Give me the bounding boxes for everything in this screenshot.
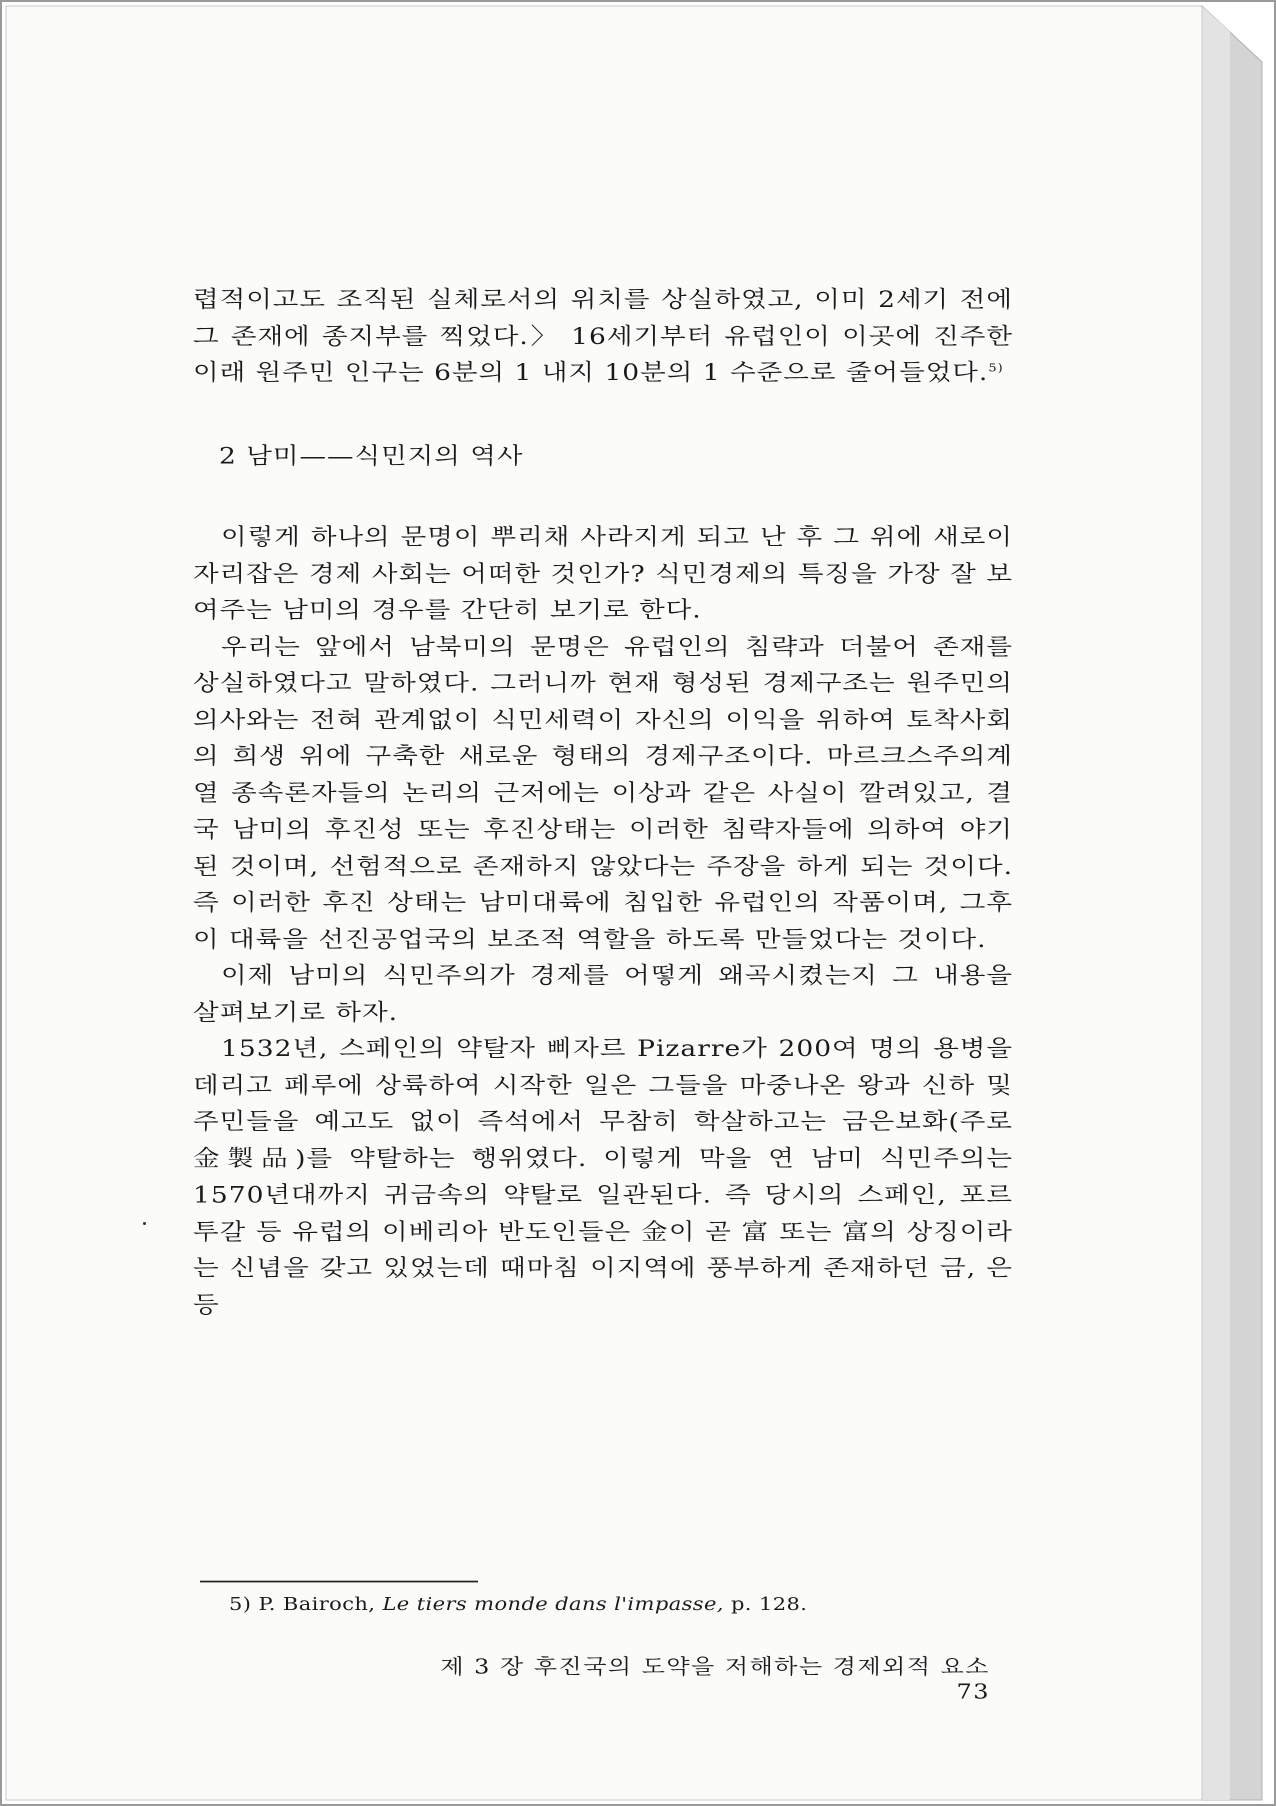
footnote-author: P. Bairoch,: [258, 1593, 376, 1615]
footnote-page: p. 128.: [730, 1593, 808, 1615]
footnote-ref: 5): [988, 362, 1004, 376]
footnote-title: Le tiers monde dans l'impasse,: [382, 1593, 724, 1615]
footnote: [229, 1594, 807, 1615]
paragraph-5: 1532년, 스페인의 약탈자 삐자르 Pizarre가 200여 명의 용병을 데리고 페루에 상륙하여 시작한 일은 그들을 마중나온 왕과 신하 및 주민들을 예고도 없이 즉석에서 무참히 학살하고는 금은보화(주로 金製品)를 약탈하는 행위였다. 이렇게 막을 연 남미 식민주의는 1570년대까지 귀금속의 약탈로 일관된다. 즉 당시의 스페인, 포르투갈 등 유럽의 이베리아 반도인들은 金이 곧 富 또는 富의 상징이라는 신념을 갖고 있었는데 때마침 이지역에 풍부하게 존재하던 금, 은 등: [193, 1035, 1013, 1318]
paragraph-1-text: 렵적이고도 조직된 실체로서의 위치를 상실하였고, 이미 2세기 전에 그 존재에 종지부를 찍었다.〉 16세기부터 유럽인이 이곳에 진주한 이래 원주민 인구는 6분의 1 내지 10분의 1 수준으로 줄어들었다.: [193, 286, 1013, 387]
chapter-title: 제 3 장 후진국의 도약을 저해하는 경제외적 요소: [440, 1654, 990, 1679]
footnote-divider: [200, 1581, 478, 1583]
paragraph-3: 우리는 앞에서 남북미의 문명은 유럽인의 침략과 더불어 존재를 상실하였다고 말하였다. 그러니까 현재 형성된 경제구조는 원주민의 의사와는 전혀 관계없이 식민세력이 자신의 이익을 위하여 토착사회의 희생 위에 구축한 새로운 형태의 경제구조이다. 마르크스주의계열 종속론자들의 논리의 근저에는 이상과 같은 사실이 깔려있고, 결국 남미의 후진성 또는 후진상태는 이러한 침략자들에 의하여 야기된 것이며, 선험적으로 존재하지 않았다는 주장을 하게 되는 것이다. 즉 이러한 후진 상태는 남미대륙에 침입한 유럽인의 작품이며, 그후 이 대륙을 선진공업국의 보조적 역할을 하도록 만들었다는 것이다.: [193, 633, 1013, 953]
footnote-marker: 5): [229, 1593, 252, 1615]
section-heading: 2 남미——식민지의 역사: [219, 442, 524, 470]
running-footer: [390, 1649, 990, 1703]
page-number: 73: [956, 1679, 990, 1704]
paragraph-4: 이제 남미의 식민주의가 경제를 어떻게 왜곡시켰는지 그 내용을 살펴보기로 하자.: [193, 962, 1013, 1026]
paragraph-2: 이렇게 하나의 문명이 뿌리채 사라지게 되고 난 후 그 위에 새로이 자리잡은 경제 사회는 어떠한 것인가? 식민경제의 특징을 가장 잘 보여주는 남미의 경우를 간단히 보기로 한다.: [193, 523, 1013, 624]
scan-speck: [143, 1222, 146, 1225]
body-text: [193, 282, 1013, 1323]
paragraph-1: [193, 282, 1013, 392]
